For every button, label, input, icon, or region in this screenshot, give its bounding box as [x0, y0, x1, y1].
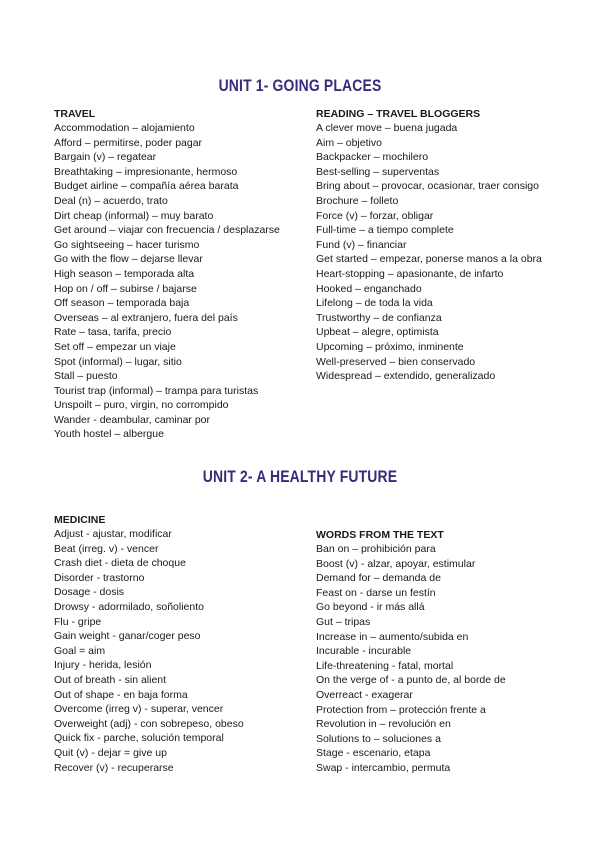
vocab-entry: Off season – temporada baja — [54, 297, 190, 310]
vocab-entry: Upcoming – próximo, inminente — [316, 340, 464, 353]
vocab-entry: Youth hostel – albergue — [54, 428, 164, 441]
words-heading: WORDS FROM THE TEXT — [316, 529, 444, 541]
vocab-entry: Quit (v) - dejar = give up — [54, 746, 167, 759]
unit2-title: UNIT 2- A HEALTHY FUTURE — [202, 467, 398, 486]
vocab-entry: Ban on – prohibición para — [316, 543, 436, 555]
reading-list — [316, 121, 542, 384]
vocab-entry: Hop on / off – subirse / bajarse — [54, 282, 197, 295]
vocab-entry: Overseas – al extranjero, fuera del país — [54, 311, 238, 324]
vocab-entry: Solutions to – soluciones a — [316, 732, 441, 745]
medicine-heading: MEDICINE — [54, 514, 106, 526]
words-list — [316, 542, 506, 776]
vocab-entry: Disorder - trastorno — [54, 571, 145, 584]
vocab-entry: Afford – permitirse, poder pagar — [54, 136, 203, 149]
vocab-entry: Go beyond - ir más allá — [316, 601, 425, 614]
vocab-entry: Heart-stopping – apasionante, de infarto — [316, 267, 504, 280]
vocab-entry: Flu - gripe — [54, 615, 102, 628]
vocab-entry: Feast on - darse un festín — [316, 586, 436, 599]
vocab-entry: Brochure – folleto — [316, 194, 399, 207]
vocab-entry: Set off – empezar un viaje — [54, 340, 176, 353]
vocab-entry: Recover (v) - recuperarse — [54, 761, 174, 774]
vocab-entry: Get started – empezar, ponerse manos a la obra — [316, 253, 542, 266]
unit1-reading-column — [316, 107, 542, 384]
unit1-travel-column — [54, 107, 280, 442]
vocab-entry: Lifelong – de toda la vida — [316, 297, 433, 310]
reading-heading: READING – TRAVEL BLOGGERS — [316, 108, 481, 120]
vocab-entry: Revolution in – revolución en — [316, 718, 451, 731]
vocab-entry: Aim – objetivo — [316, 136, 382, 149]
vocab-entry: Out of breath - sin alient — [54, 673, 167, 686]
vocab-entry: High season – temporada alta — [54, 267, 195, 280]
vocab-entry: Overreact - exagerar — [316, 688, 413, 701]
vocab-entry: Trustworthy – de confianza — [316, 311, 442, 324]
vocab-entry: Drowsy - adormilado, soñoliento — [54, 600, 204, 613]
vocab-entry: Fund (v) – financiar — [316, 238, 407, 251]
vocab-entry: Increase in – aumento/subida en — [316, 630, 469, 643]
vocab-entry: A clever move – buena jugada — [316, 122, 458, 134]
unit2-words-column — [316, 528, 506, 776]
vocab-entry: Unspoilt – puro, virgin, no corrompido — [54, 399, 229, 412]
vocab-entry: Well-preserved – bien conservado — [316, 355, 476, 368]
vocab-entry: Breathtaking – impresionante, hermoso — [54, 165, 238, 178]
vocab-entry: Backpacker – mochilero — [316, 151, 429, 164]
vocab-entry: Go with the flow – dejarse llevar — [54, 253, 203, 266]
vocab-entry: Accommodation – alojamiento — [54, 122, 195, 134]
vocab-entry: Crash diet - dieta de choque — [54, 557, 186, 570]
vocab-entry: Widespread – extendido, generalizado — [316, 370, 496, 383]
vocab-entry: Upbeat – alegre, optimista — [316, 326, 439, 339]
vocab-entry: Adjust - ajustar, modificar — [54, 528, 172, 540]
vocab-entry: Rate – tasa, tarifa, precio — [54, 326, 172, 339]
vocab-entry: Force (v) – forzar, obligar — [316, 209, 434, 222]
vocab-entry: Get around – viajar con frecuencia / desplazarse — [54, 224, 280, 237]
vocab-entry: Incurable - incurable — [316, 645, 412, 658]
vocab-entry: Go sightseeing – hacer turismo — [54, 238, 200, 251]
vocab-entry: Spot (informal) – lugar, sitio — [54, 355, 182, 368]
travel-heading: TRAVEL — [54, 108, 96, 120]
vocab-entry: Life-threatening - fatal, mortal — [316, 659, 454, 672]
unit2-medicine-column — [54, 513, 244, 775]
vocab-entry: Quick fix - parche, solución temporal — [54, 732, 224, 745]
vocab-entry: Deal (n) – acuerdo, trato — [54, 194, 168, 207]
vocab-entry: Goal = aim — [54, 644, 106, 657]
vocab-entry: Overweight (adj) - con sobrepeso, obeso — [54, 717, 244, 730]
vocab-entry: Gut – tripas — [316, 615, 371, 628]
vocab-entry: Full-time – a tiempo complete — [316, 224, 454, 237]
vocab-entry: Gain weight - ganar/coger peso — [54, 630, 201, 643]
vocab-entry: Stall – puesto — [54, 370, 118, 383]
vocab-entry: Stage - escenario, etapa — [316, 747, 431, 760]
vocab-entry: Budget airline – compañía aérea barata — [54, 180, 239, 193]
vocab-entry: Dirt cheap (informal) – muy barato — [54, 209, 214, 222]
vocab-entry: Overcome (irreg v) - superar, vencer — [54, 703, 224, 716]
vocab-entry: Swap - intercambio, permuta — [316, 761, 451, 774]
vocab-entry: Dosage - dosis — [54, 586, 125, 599]
travel-list — [54, 121, 280, 442]
vocab-entry: Hooked – enganchado — [316, 282, 422, 295]
vocab-entry: Injury - herida, lesión — [54, 659, 152, 672]
vocab-entry: Boost (v) - alzar, apoyar, estimular — [316, 557, 476, 570]
unit1-title: UNIT 1- GOING PLACES — [218, 76, 382, 95]
vocab-entry: Out of shape - en baja forma — [54, 688, 188, 701]
vocab-entry: Bargain (v) – regatear — [54, 151, 157, 164]
vocab-entry: Beat (irreg. v) - vencer — [54, 542, 159, 555]
medicine-list — [54, 527, 244, 775]
vocab-entry: Best-selling – superventas — [316, 165, 440, 178]
vocab-entry: On the verge of - a punto de, al borde de — [316, 674, 506, 687]
vocab-entry: Demand for – demanda de — [316, 572, 441, 585]
vocab-entry: Wander - deambular, caminar por — [54, 413, 211, 426]
vocab-entry: Tourist trap (informal) – trampa para turistas — [54, 384, 259, 397]
vocab-entry: Bring about – provocar, ocasionar, traer consigo — [316, 180, 539, 193]
vocab-entry: Protection from – protección frente a — [316, 703, 486, 716]
